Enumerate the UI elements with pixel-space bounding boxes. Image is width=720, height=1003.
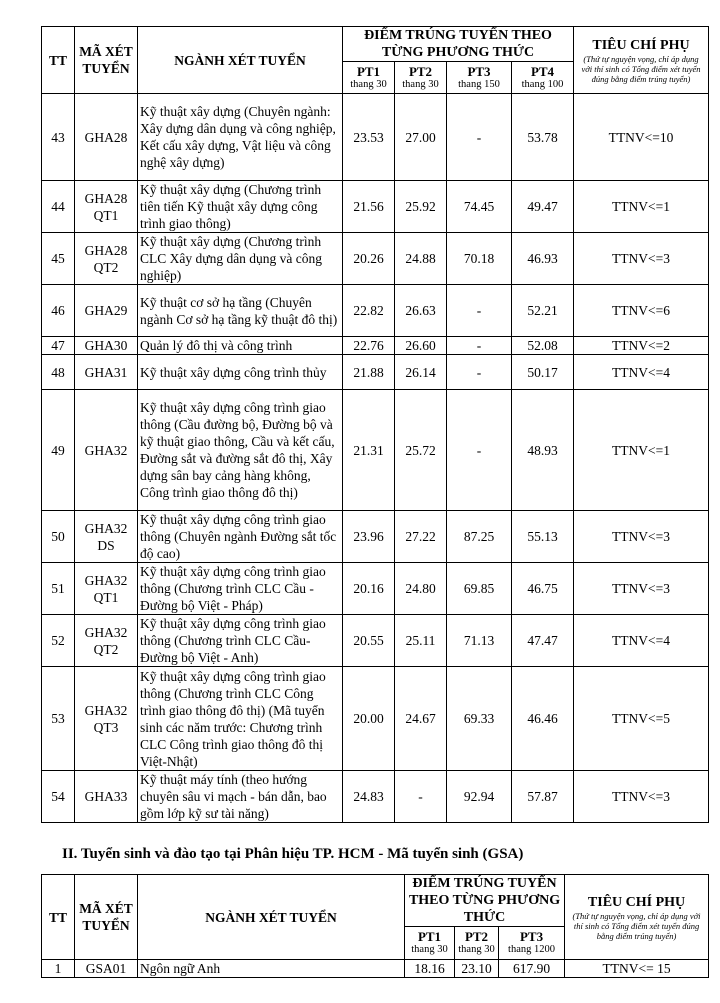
header-pt4: PT4 thang 100 bbox=[512, 62, 574, 94]
tieu-chi-phu-note: (Thứ tự nguyện vọng, chỉ áp dụng với thí sinh có Tổng điểm xét tuyển đúng bằng điểm trúng tuyển) bbox=[572, 910, 701, 941]
header-tt: TT bbox=[42, 875, 75, 960]
table-row: 52 GHA32 QT2 Kỹ thuật xây dựng công trình giao thông (Chương trình CLC Cầu- Đường bộ Việt - Anh) 20.55 25.11 71.13 47.47 TTNV<=4 bbox=[42, 615, 709, 667]
header-pt2: PT2 thang 30 bbox=[395, 62, 447, 94]
table-row: 53 GHA32 QT3 Kỹ thuật xây dựng công trình giao thông (Chương trình CLC Công trình giao thông đô thị) (Mã tuyển sinh các năm trước: Chương trình CLC Công trình giao thông đô thị Việt-Nhật) 20.00 24.67 69.33 46.46 TTNV<=5 bbox=[42, 667, 709, 771]
header-tieu-chi-phu bbox=[574, 27, 709, 94]
header-ma-xet-tuyen: MÃ XÉT TUYỂN bbox=[75, 875, 138, 960]
tieu-chi-phu-title: TIÊU CHÍ PHỤ bbox=[587, 894, 686, 910]
admission-table-hcm bbox=[41, 874, 709, 978]
table-row: 50 GHA32 DS Kỹ thuật xây dựng công trình giao thông (Chuyên ngành Đường sắt tốc độ cao) 23.96 27.22 87.25 55.13 TTNV<=3 bbox=[42, 511, 709, 563]
section-title-gsa: II. Tuyển sinh và đào tạo tại Phân hiệu TP. HCM - Mã tuyển sinh (GSA) bbox=[62, 846, 524, 862]
table-row: 48 GHA31 Kỹ thuật xây dựng công trình thủy 21.88 26.14 - 50.17 TTNV<=4 bbox=[42, 355, 709, 390]
header-tieu-chi-phu bbox=[565, 875, 709, 960]
table-row: 47 GHA30 Quản lý đô thị và công trình 22.76 26.60 - 52.08 TTNV<=2 bbox=[42, 337, 709, 355]
table-row: 1 GSA01 Ngôn ngữ Anh 18.16 23.10 617.90 TTNV<= 15 bbox=[42, 960, 709, 978]
table-row: 44 GHA28 QT1 Kỹ thuật xây dựng (Chương trình tiên tiến Kỹ thuật xây dựng công trình giao thông) 21.56 25.92 74.45 49.47 TTNV<=1 bbox=[42, 181, 709, 233]
header-pt1: PT1 thang 30 bbox=[343, 62, 395, 94]
header-nganh-xet-tuyen: NGÀNH XÉT TUYỂN bbox=[138, 875, 405, 960]
table-row: 51 GHA32 QT1 Kỹ thuật xây dựng công trình giao thông (Chương trình CLC Cầu - Đường bộ Việt - Pháp) 20.16 24.80 69.85 46.75 TTNV<=3 bbox=[42, 563, 709, 615]
header-tt: TT bbox=[42, 27, 75, 94]
tieu-chi-phu-title: TIÊU CHÍ PHỤ bbox=[592, 37, 690, 53]
table-row: 46 GHA29 Kỹ thuật cơ sở hạ tầng (Chuyên ngành Cơ sở hạ tầng kỹ thuật đô thị) 22.82 26.63 - 52.21 TTNV<=6 bbox=[42, 285, 709, 337]
header-pt1: PT1 thang 30 bbox=[405, 927, 455, 960]
table-row: 54 GHA33 Kỹ thuật máy tính (theo hướng chuyên sâu vi mạch - bán dẫn, bao gồm lớp kỹ sư tài năng) 24.83 - 92.94 57.87 TTNV<=3 bbox=[42, 771, 709, 823]
tieu-chi-phu-note: (Thứ tự nguyện vọng, chỉ áp dụng với thí sinh có Tổng điểm xét tuyển đúng bằng điểm trúng tuyển) bbox=[581, 53, 701, 84]
header-diem-trung-tuyen: ĐIỂM TRÚNG TUYỂN THEO TỪNG PHƯƠNG THỨC bbox=[405, 875, 565, 927]
header-pt3: PT3 thang 1200 bbox=[499, 927, 565, 960]
table-row: 49 GHA32 Kỹ thuật xây dựng công trình giao thông (Cầu đường bộ, Đường bộ và kỹ thuật giao thông, Cầu và kết cấu, Đường sắt và đường sắt đô thị, Xây dựng sân bay cảng hàng không, Công trình giao thông đô thị) 21.31 25.72 - 48.93 TTNV<=1 bbox=[42, 390, 709, 511]
admission-table-hanoi bbox=[41, 26, 709, 823]
table-row: 45 GHA28 QT2 Kỹ thuật xây dựng (Chương trình CLC Xây dựng dân dụng và công nghiệp) 20.26 24.88 70.18 46.93 TTNV<=3 bbox=[42, 233, 709, 285]
header-nganh-xet-tuyen: NGÀNH XÉT TUYỂN bbox=[138, 27, 343, 94]
table-row: 43 GHA28 Kỹ thuật xây dựng (Chuyên ngành: Xây dựng dân dụng và công nghiệp, Kết cấu xây dựng, Vật liệu và công nghệ xây dựng) 23.53 27.00 - 53.78 TTNV<=10 bbox=[42, 94, 709, 181]
header-diem-trung-tuyen: ĐIỂM TRÚNG TUYỂN THEO TỪNG PHƯƠNG THỨC bbox=[343, 27, 574, 62]
header-pt3: PT3 thang 150 bbox=[447, 62, 512, 94]
header-pt2: PT2 thang 30 bbox=[455, 927, 499, 960]
header-ma-xet-tuyen: MÃ XÉT TUYỂN bbox=[75, 27, 138, 94]
